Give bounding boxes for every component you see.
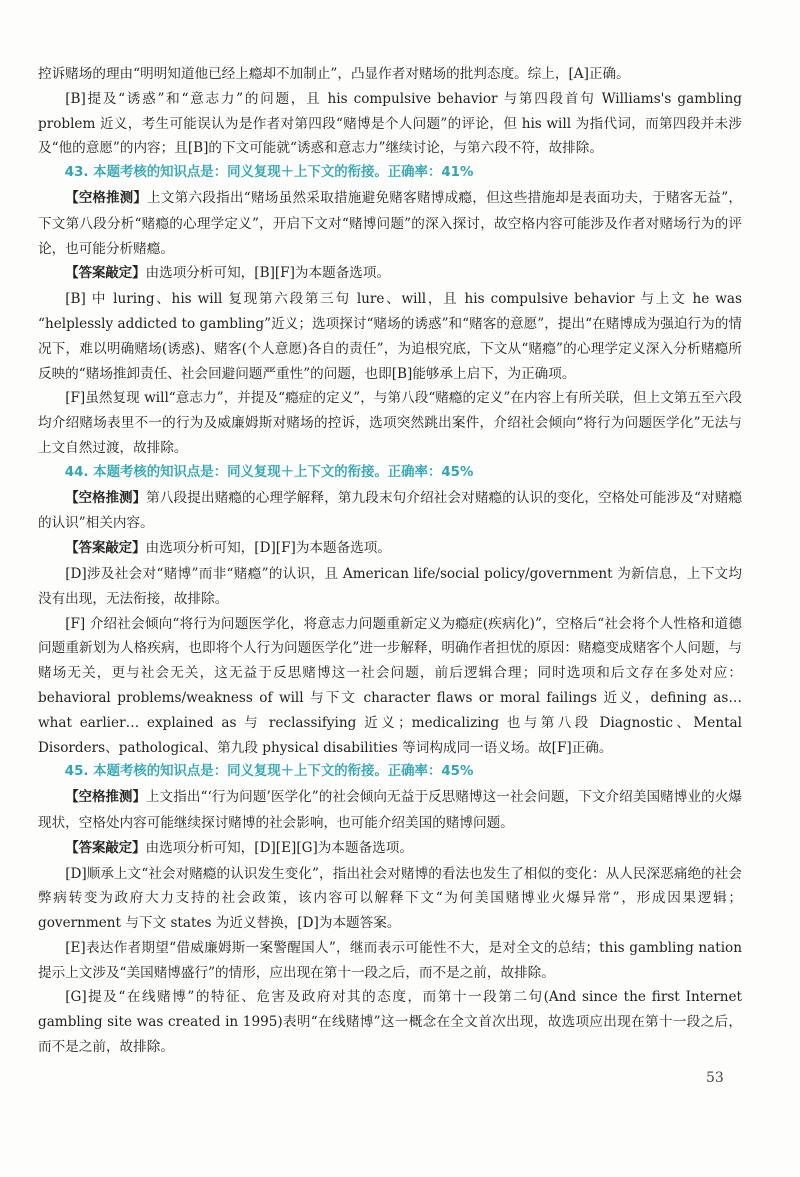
body-paragraph	[38, 186, 742, 261]
paragraph-text: [D]涉及社会对“赌博”而非“赌瘾”的认识，且 American life/social policy/government 为新信息，上下文均没有出现，无法衔接，故排除。	[38, 565, 742, 607]
paragraph-text: [E]表达作者期望“借威廉姆斯一案警醒国人”，继而表示可能性不大，是对全文的总结；this gambling nation 提示上文涉及“美国赌博盛行”的情形，应出现在第十一段之后，而不是之前，故排除。	[38, 939, 742, 981]
paragraph-text: [B] 中 luring、his will 复现第六段第三句 lure、will，且 his compulsive behavior 与上文 he was “helplessly addicted to gambling”近义；选项探讨“赌场的诱惑”和“赌客的意愿”，提出“在赌博成为强迫行为的情况下，难以明确赌场(诱惑)、赌客(个人意愿)各自的责任”，为追根究底，下文从“赌瘾”的心理学定义深入分析赌瘾所反映的“赌场推卸责任、社会回避问题严重性”的问题，也即[B]能够承上启下，为正确项。	[38, 291, 742, 382]
body-paragraph	[38, 486, 742, 537]
body-paragraph	[38, 936, 742, 986]
paragraph-tag: 【空格推测】	[65, 190, 147, 206]
paragraph-text: [G]提及“在线赌博”的特征、危害及政府对其的态度，而第十一段第二句(And since the first Internet gambling site was created in 1995)表明“在线赌博”这一概念在全文首次出现，故选项应出现在第十一段之后，而不是之前，故排除。	[38, 989, 742, 1056]
paragraph-text: 由选项分析可知，[B][F]为本题备选项。	[145, 265, 391, 282]
body-paragraph	[38, 785, 742, 836]
section-heading: 45. 本题考核的知识点是：同义复现＋上下文的衔接。正确率：45%	[64, 764, 474, 780]
paragraph-tag: 【空格推测】	[65, 490, 147, 506]
body-paragraph	[38, 261, 742, 287]
body-paragraph	[38, 62, 742, 87]
paragraph-tag: 【空格推测】	[65, 790, 146, 806]
body-paragraph	[38, 536, 742, 562]
paragraph-text: 上文第六段指出“赌场虽然采取措施避免赌客赌博成瘾，但这些措施却是表面功夫，于赌客无益”，下文第八段分析“赌瘾的心理学定义”，开启下文对“赌博问题”的深入探讨，故空格内容可能涉及作者对赌场行为的评论，也可能分析赌瘾。	[38, 189, 743, 257]
section-heading: 43. 本题考核的知识点是：同义复现＋上下文的衔接。正确率：41%	[64, 165, 474, 181]
body-paragraph	[38, 985, 742, 1059]
page-number: 53	[706, 1070, 724, 1086]
paragraph-text: [F]虽然复现 will“意志力”，并提及“瘾症的定义”，与第八段“赌瘾的定义”在内容上有所关联，但上文第五至六段均介绍赌场表里不一的行为及威廉姆斯对赌场的控诉，选项突然跳出案件，介绍社会倾向“将行为问题医学化”无法与上文自然过渡，故排除。	[38, 390, 742, 456]
page-content	[38, 62, 742, 1060]
paragraph-text: 由选项分析可知，[D][E][G]为本题备选项。	[145, 839, 413, 856]
paragraph-text: [D]顺承上文“社会对赌瘾的认识发生变化”，指出社会对赌博的看法也发生了相似的变化：从人民深恶痛绝的社会弊病转变为政府大力支持的社会政策，该内容可以解释下文“为何美国赌博业火爆异常”，形成因果逻辑；government 与下文 states 为近义替换，[D]为本题答案。	[38, 865, 742, 932]
section-heading: 44. 本题考核的知识点是：同义复现＋上下文的衔接。正确率：45%	[64, 464, 474, 480]
body-paragraph	[38, 836, 742, 862]
body-paragraph	[38, 287, 742, 386]
paragraph-text: 第八段提出赌瘾的心理学解释，第九段末句介绍社会对赌瘾的认识的变化，空格处可能涉及“对赌瘾的认识”相关内容。	[38, 489, 743, 532]
paragraph-text: [B]提及“诱惑”和“意志力”的问题，且 his compulsive behavior 与第四段首句 Williams's gambling problem 近义，考生可能误认为是作者对第四段“赌博是个人问题”的评论，但 his will 为指代词，而第四段并未涉及“他的意愿”的内容；且[B]的下文可能就“诱惑和意志力”继续讨论，与第六段不符，故排除。	[38, 90, 742, 157]
paragraph-text: 上文指出“‘行为问题’医学化”的社会倾向无益于反思赌博这一社会问题，下文介绍美国赌博业的火爆现状，空格处内容可能继续探讨赌博的社会影响，也可能介绍美国的赌博问题。	[38, 789, 742, 831]
body-paragraph	[38, 87, 742, 161]
body-paragraph	[38, 562, 742, 612]
body-paragraph	[38, 862, 742, 936]
paragraph-tag: 【答案敲定】	[65, 840, 146, 856]
paragraph-tag: 【答案敲定】	[65, 266, 146, 282]
body-paragraph	[38, 612, 742, 761]
paragraph-text: [F] 介绍社会倾向“将行为问题医学化，将意志力问题重新定义为瘾症(疾病化)”，空格后“社会将个人性格和道德问题重新划为人格疾病，也即将个人行为问题医学化”进一步解释，明确作者担忧的原因：赌瘾变成赌客个人问题，与赌场无关，更与社会无关，这无益于反思赌博这一社会问题，前后逻辑合理；同时选项和后文存在多处对应：behavioral problems/weakness of will 与下文 character flaws or moral failings 近义，defining as… what earlier… explained as 与 reclassifying 近义；medicalizing 也与第八段 Diagnostic、Mental Disorders、pathological、第九段 physical disabilities 等词构成同一语义场。故[F]正确。	[38, 615, 742, 756]
body-paragraph	[38, 386, 742, 460]
paragraph-text: 由选项分析可知，[D][F]为本题备选项。	[145, 540, 391, 557]
paragraph-tag: 【答案敲定】	[65, 541, 146, 557]
paragraph-text: 控诉赌场的理由“明明知道他已经上瘾却不加制止”，凸显作者对赌场的批判态度。综上，[A]正确。	[38, 66, 630, 82]
